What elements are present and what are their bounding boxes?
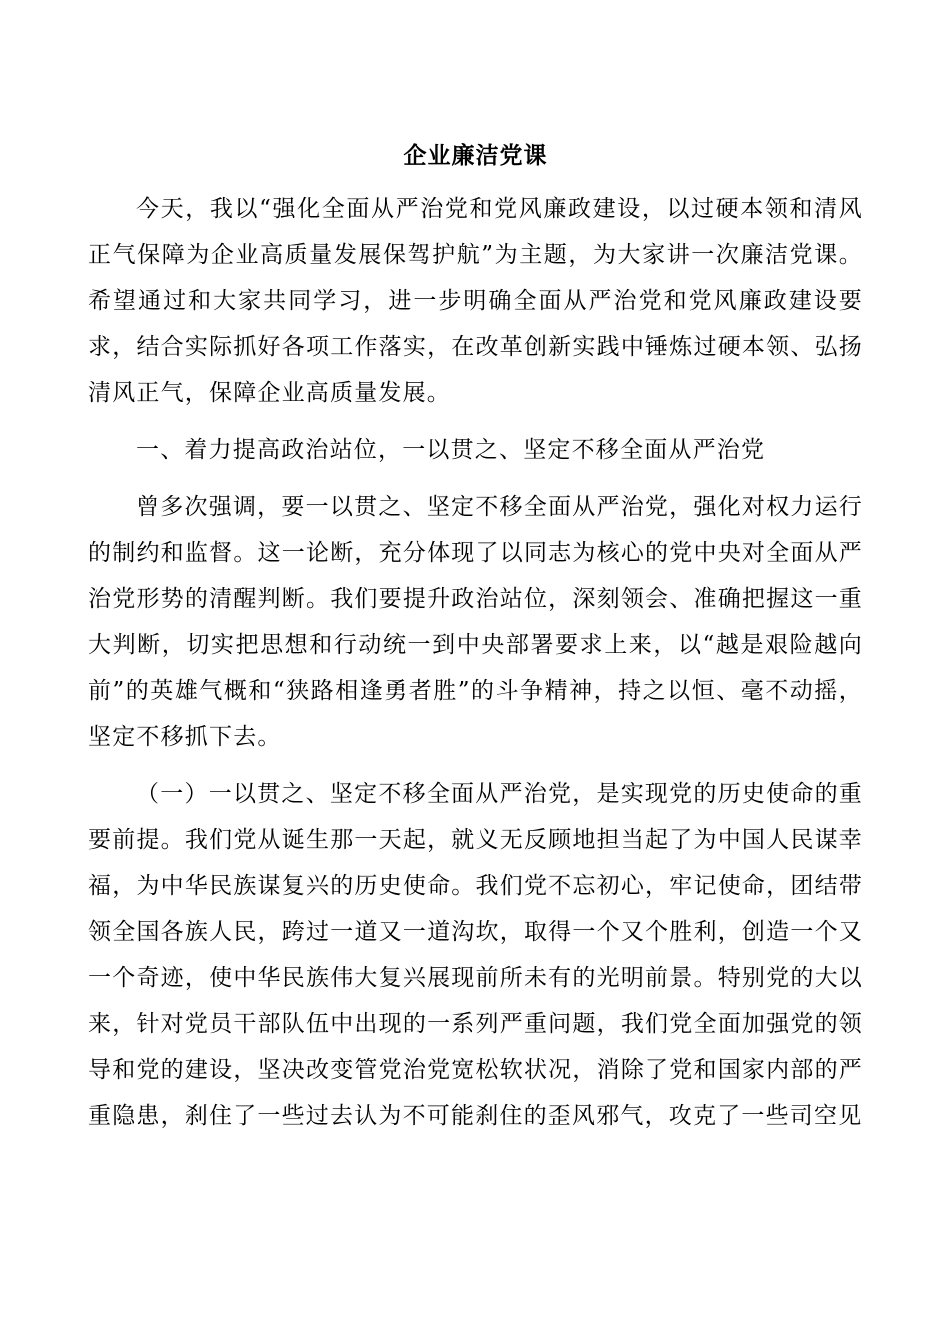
document-page [88, 132, 863, 1139]
intro-paragraph: 今天，我以“强化全面从严治党和党风廉政建设，以过硬本领和清风正气保障为企业高质量发展保驾护航”为主题，为大家讲一次廉洁党课。希望通过和大家共同学习，进一步明确全面从严治党和党风廉政建设要求，结合实际抓好各项工作落实，在改革创新实践中锤炼过硬本领、弘扬清风正气，保障企业高质量发展。 [88, 196, 863, 406]
subsection-paragraph: （一）一以贯之、坚定不移全面从严治党，是实现党的历史使命的重要前提。我们党从诞生那一天起，就义无反顾地担当起了为中国人民谋幸福，为中华民族谋复兴的历史使命。我们党不忘初心，牢记使命，团结带领全国各族人民，跨过一道又一道沟坎，取得一个又个胜利，创造一个又一个奇迹，使中华民族伟大复兴展现前所未有的光明前景。特别党的大以来，针对党员干部队伍中出现的一系列严重问题，我们党全面加强党的领导和党的建设，坚决改变管党治党宽松软状况，消除了党和国家内部的严重隐患，刹住了一些过去认为不可能刹住的歪风邪气，攻克了一些司空见 [88, 781, 863, 1129]
section-heading: 一、着力提高政治站位，一以贯之、坚定不移全面从严治党 [136, 437, 766, 463]
body-paragraph: 曾多次强调，要一以贯之、坚定不移全面从严治党，强化对权力运行的制约和监督。这一论断，充分体现了以同志为核心的党中央对全面从严治党形势的清醒判断。我们要提升政治站位，深刻领会、准确把握这一重大判断，切实把思想和行动统一到中央部署要求上来，以“越是艰险越向前”的英雄气概和“狭路相逢勇者胜”的斗争精神，持之以恒、毫不动摇，坚定不移抓下去。 [88, 494, 863, 750]
document-title: 企业廉洁党课 [403, 142, 548, 169]
